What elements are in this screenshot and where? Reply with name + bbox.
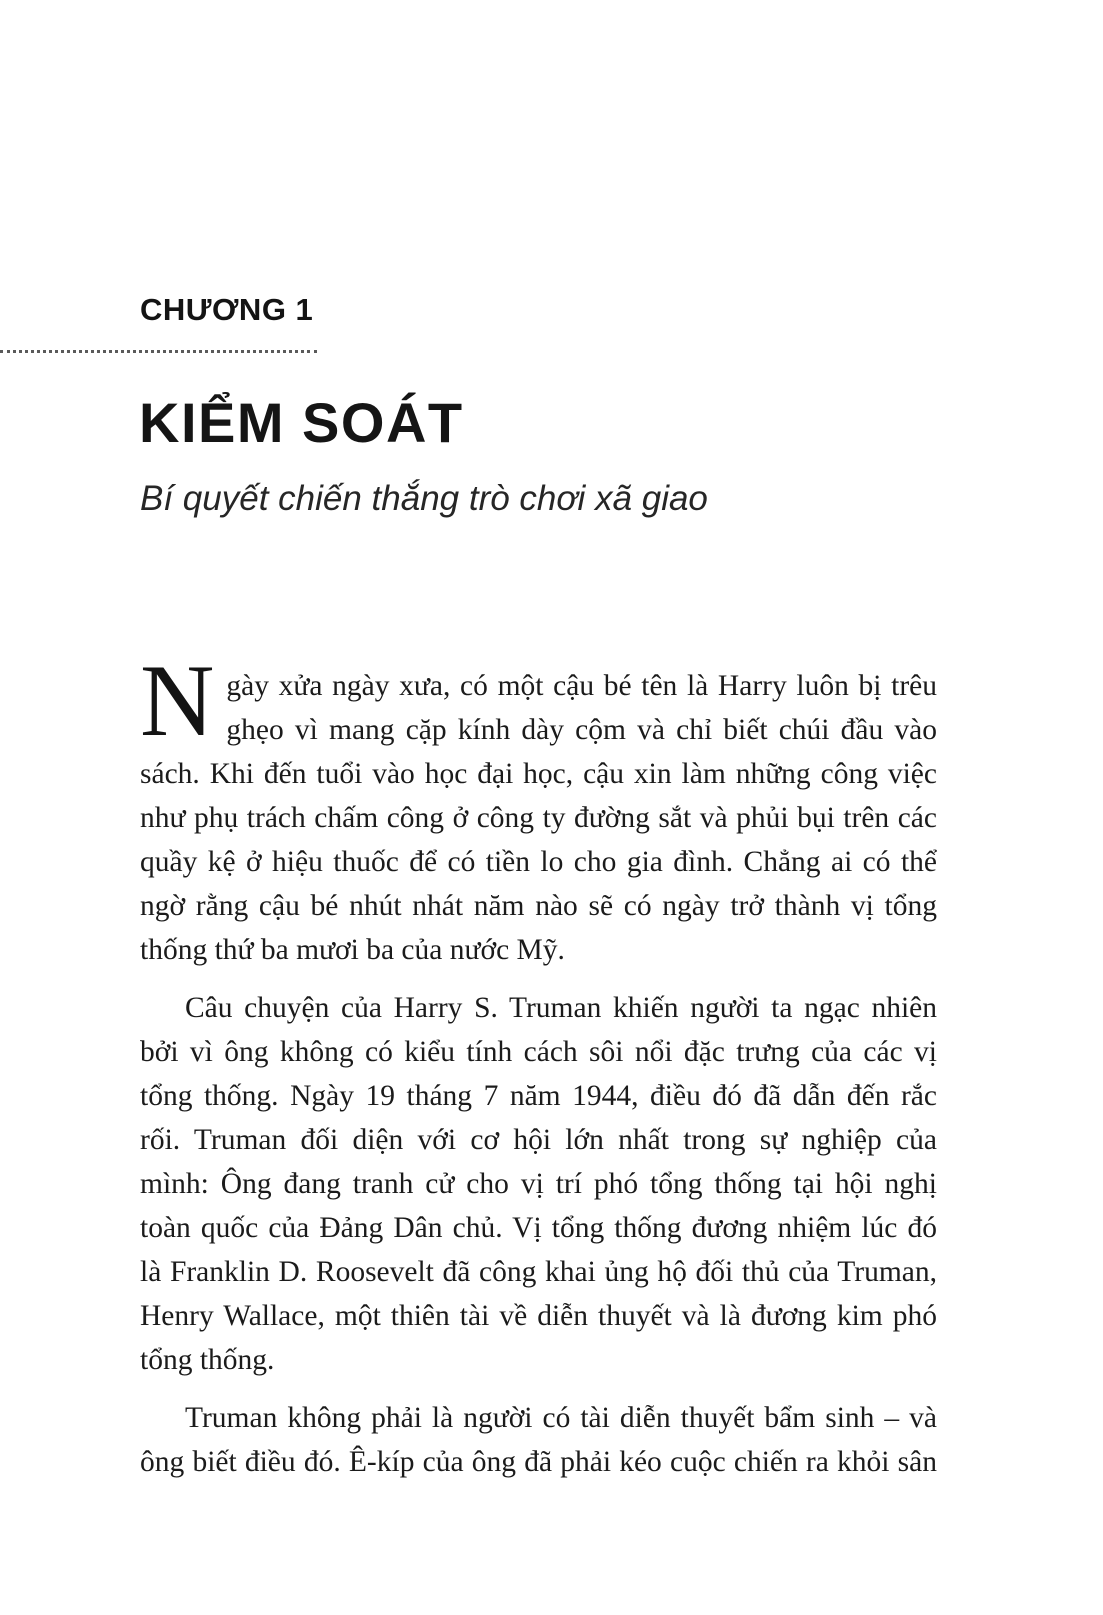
- body-line: quầy kệ ở hiệu thuốc để có tiền lo cho gia đình. Chẳng ai có thể: [140, 846, 937, 878]
- body-line: ngờ rằng cậu bé nhút nhát năm nào sẽ có ngày trở thành vị tổng: [140, 890, 937, 922]
- dotted-rule: [0, 336, 317, 353]
- body-line: thống thứ ba mươi ba của nước Mỹ.: [140, 934, 565, 966]
- body-line: rối. Truman đối diện với cơ hội lớn nhất trong sự nghiệp của: [140, 1124, 937, 1156]
- body-line: bởi vì ông không có kiểu tính cách sôi nổi đặc trưng của các vị: [140, 1036, 937, 1068]
- body-line: tổng thống. Ngày 19 tháng 7 năm 1944, điều đó đã dẫn đến rắc: [140, 1080, 937, 1112]
- body-line: như phụ trách chấm công ở công ty đường sắt và phủi bụi trên các: [140, 802, 937, 834]
- body-line: toàn quốc của Đảng Dân chủ. Vị tổng thống đương nhiệm lúc đó: [140, 1212, 937, 1244]
- body-line: mình: Ông đang tranh cử cho vị trí phó tổng thống tại hội nghị: [140, 1168, 937, 1200]
- body-line: gày xửa ngày xưa, có một cậu bé tên là Harry luôn bị trêu: [226, 670, 937, 702]
- chapter-label: CHƯƠNG 1: [140, 292, 314, 327]
- body-line: ông biết điều đó. Ê-kíp của ông đã phải kéo cuộc chiến ra khỏi sân: [140, 1446, 937, 1478]
- body-text: [140, 644, 937, 1484]
- drop-cap: N: [140, 644, 215, 758]
- body-line: ghẹo vì mang cặp kính dày cộm và chỉ biết chúi đầu vào: [226, 714, 937, 746]
- body-line: tổng thống.: [140, 1344, 275, 1376]
- paragraph: [140, 986, 937, 1382]
- body-line: Truman không phải là người có tài diễn thuyết bẩm sinh – và: [185, 1402, 937, 1434]
- body-line: Henry Wallace, một thiên tài về diễn thuyết và là đương kim phó: [140, 1300, 937, 1332]
- body-line: sách. Khi đến tuổi vào học đại học, cậu xin làm những công việc: [140, 758, 937, 790]
- paragraph: [140, 644, 937, 972]
- body-line: là Franklin D. Roosevelt đã công khai ủng hộ đối thủ của Truman,: [140, 1256, 937, 1288]
- body-line: Câu chuyện của Harry S. Truman khiến người ta ngạc nhiên: [185, 992, 937, 1024]
- chapter-subtitle: Bí quyết chiến thắng trò chơi xã giao: [140, 479, 708, 518]
- chapter-title: KIỂM SOÁT: [139, 391, 464, 454]
- paragraph: [140, 1396, 937, 1484]
